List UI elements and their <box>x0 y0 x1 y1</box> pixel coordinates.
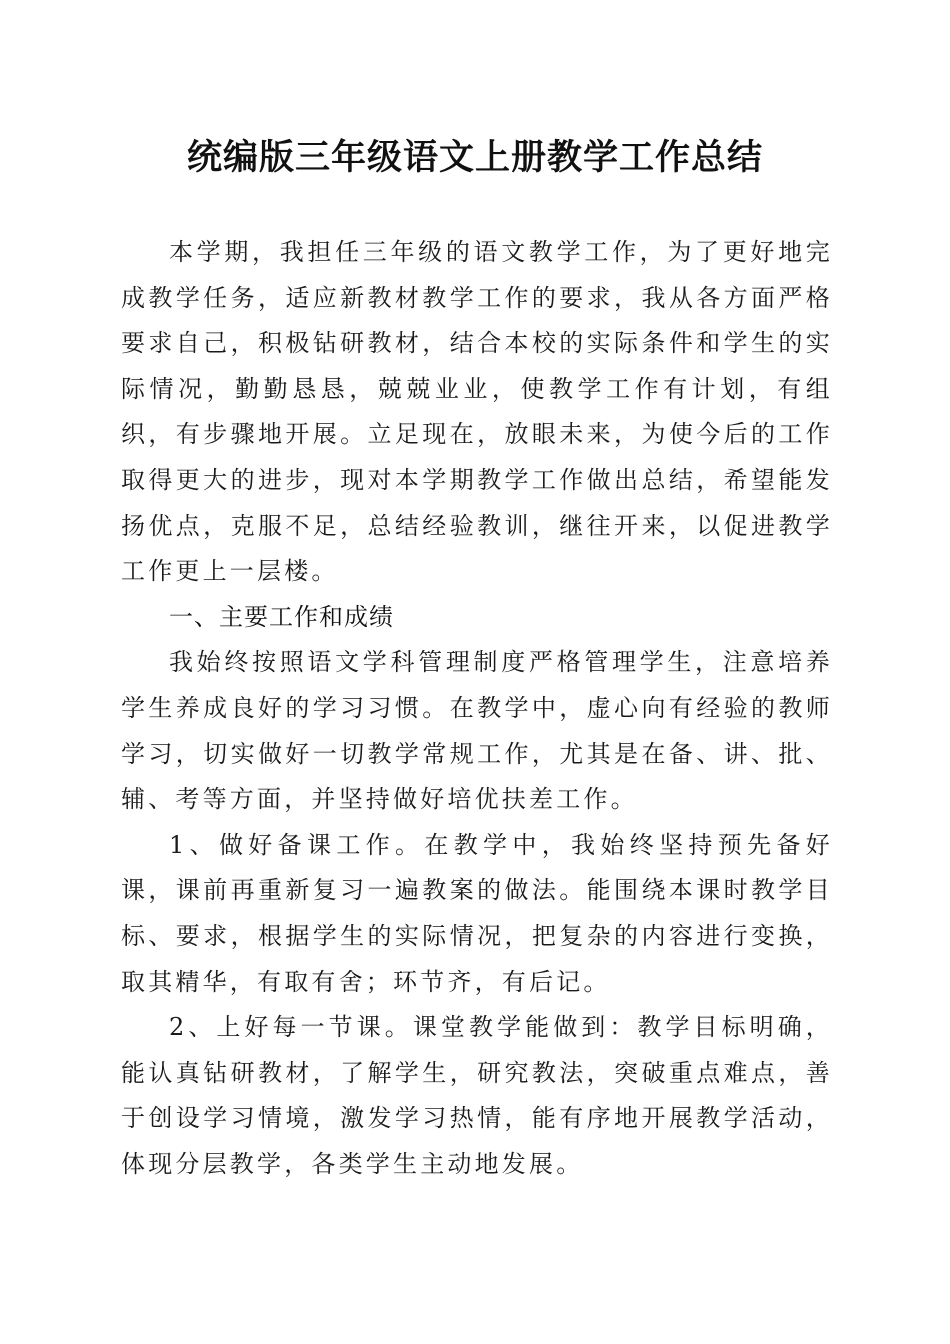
item-paragraph-1: 1、做好备课工作。在教学中，我始终坚持预先备好课，课前再重新复习一遍教案的做法。能围绕本课时教学目标、要求，根据学生的实际情况，把复杂的内容进行变换，取其精华，有取有舍；环节齐，有后记。 <box>121 830 833 996</box>
section-paragraph: 我始终按照语文学科管理制度严格管理学生，注意培养学生养成良好的学习习惯。在教学中，虚心向有经验的教师学习，切实做好一切教学常规工作，尤其是在备、讲、批、辅、考等方面，并坚持做好培优扶差工作。 <box>121 648 833 814</box>
document-body <box>121 230 833 1187</box>
document-title: 统编版三年级语文上册教学工作总结 <box>186 137 763 178</box>
section-heading: 一、主要工作和成绩 <box>169 602 394 631</box>
intro-paragraph: 本学期，我担任三年级的语文教学工作，为了更好地完成教学任务，适应新教材教学工作的要求，我从各方面严格要求自己，积极钻研教材，结合本校的实际条件和学生的实际情况，勤勤恳恳，兢兢业业，使教学工作有计划，有组织，有步骤地开展。立足现在，放眼未来，为使今后的工作取得更大的进步，现对本学期教学工作做出总结，希望能发扬优点，克服不足，总结经验教训，继往开来，以促进教学工作更上一层楼。 <box>121 238 833 586</box>
item-paragraph-2: 2、上好每一节课。课堂教学能做到：教学目标明确，能认真钻研教材，了解学生，研究教法，突破重点难点，善于创设学习情境，激发学习热情，能有序地开展教学活动，体现分层教学，各类学生主动地发展。 <box>121 1013 833 1178</box>
